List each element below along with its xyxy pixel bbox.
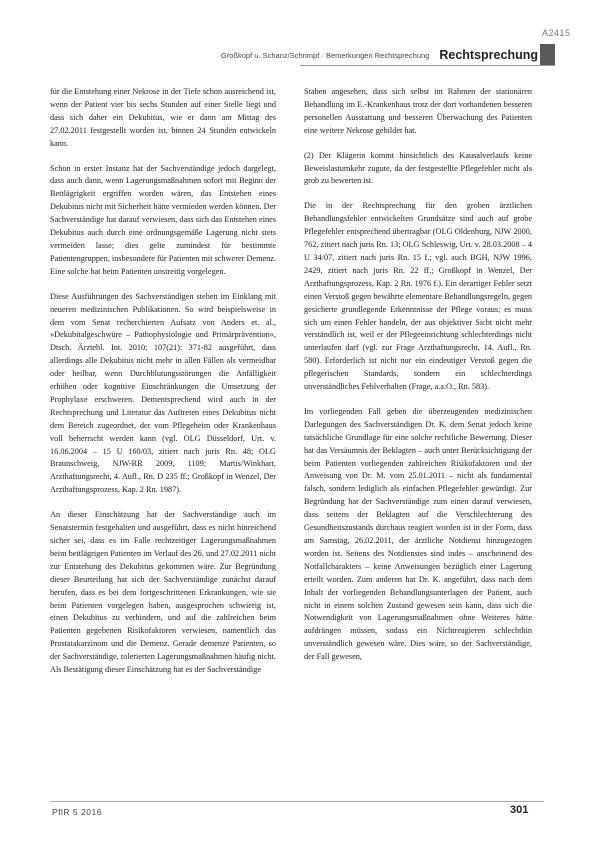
page-number: 301	[510, 804, 529, 816]
footer-rule	[50, 801, 544, 802]
running-header	[220, 44, 538, 62]
header-marker: A2415	[542, 28, 571, 38]
left-column	[50, 86, 276, 677]
paragraph: Diese Ausführungen des Sachverständigen stehen im Einklang mit neueren medizinischen Publikationen. So wird beispielsweise in dem vom Senat recherchierten Aufsatz von Anders et. al., »Dekubitalgeschwüre – Pathophysiologie und Primärprävention«, Dtsch. Ärztebl. Int. 2010; 107(21): 371-82 ausgeführt, dass allerdings alle Dekubitus nicht mehr in allen Fällen als vermeidbar oder heilbar, wenn Durchblutungsstörungen die Anfälligkeit erhöhen oder kognitive Einschränkungen die Umsetzung der Prophylaxe erschweren. Dementsprechend wird auch in der Rechtsprechung und Literatur das Auftreten eines Dekubitus nicht dem Bereich zugeordnet, der vom Pflegeheim oder Krankenhaus voll beherrscht werden kann (vgl. OLG Düsseldorf, Urt. v. 16.06.2004 – 15 U 160/03, zitiert nach juris Rn. 48; OLG Braunschweig, NJW-RR 2009, 1109; Martis/Winkhart, Arzthaftungsrecht, 4. Aufl., Rn. D 235 ff.; Großkopf in Wenzel, Der Arzthaftungsprozess, Kap. 2 Rn. 1987).	[50, 291, 276, 495]
header-section-tab	[540, 44, 555, 65]
paragraph: Schon in erster Instanz hat der Sachverständige jedoch dargelegt, dass auch dann, wenn Lagerungsmaßnahmen sofort mit Beginn der Bettlägrigkeit ergriffen worden wären, das Entstehen eines Dekubitus nicht mit Sicherheit hätte vermieden werden können. Der Sachverständige hat darauf verwiesen, dass sich das Entstehen eines Dekubitus auch durch eine ordnungsgemäße Lagerung nicht stets vermeiden lasse; dies gelte zumindest für bestimmte Patientengruppen, insbesondere für Patienten mit schwerer Demenz. Eine solche hat beim Patienten unstreitig vorgelegen.	[50, 163, 276, 276]
paragraph: An dieser Einschätzung hat der Sachverständige auch im Senatstermin festgehalten und ausgeführt, dass es nicht hinreichend sicher sei, dass es im Falle rechtzeitiger Lagerungsmaßnahmen beim bettlägrigen Patienten im Verlauf des 26. und 27.02.2011 nicht zur Entstehung des Dekubitus gekommen wäre. Zur Begründung dieser Beurteilung hat sich der Sachverständige zunächst darauf berufen, dass es bei dem fortgeschrittenen Erkrankungen, wie sie beim Patienten vorgelegen haben, ausgesprochen schwierig ist, einen Dekubitus zu verhindern, und auf die zahlreichen beim Patienten gegebenen Risikofaktoren verwiesen, namentlich das Prostatakarzinom und die Demenz. Gerade demenze Patienten, so der Sachverständige, tolerierten Lagerungsmaßnahmen häufig nicht. Als Bestätigung dieser Einschätzung hat es der Sachverständige	[50, 510, 276, 675]
paragraph: Staben angesehen, dass sich selbst im Rahmen der stationären Behandlung im E.-Krankenhaus trotz der dort vorhandenen besseren personellen Ausstattung und besseren Überwachung des Patienten eine weitere Nekrose gebildet hat.	[304, 87, 532, 135]
footer-journal: PflR 5 2016	[52, 807, 102, 817]
header-rule	[300, 65, 555, 66]
paragraph: (2) Der Klägerin kommt hinsichtlich des Kausalverlaufs keine Beweislastumkehr zugute, da der festgestellte Pflegefehler nicht als grob zu bewerten ist.	[304, 150, 532, 186]
right-column	[304, 86, 532, 664]
paragraph: Im vorliegenden Fall geben die überzeugenden medizinischen Darlegungen des Sachverständigen Dr. K. dem Senat jedoch keine tatsächliche Grundlage für eine solche rechtliche Bewertung. Dieser hat das Versäumnis der Beklagten – auch unter Berücksichtigung der beim Patienten vorliegenden zahlreichen Risikofaktoren und der Anweisung von Dr. M. vom 25.01.2011 – nicht als fundamental falsch, sondern lediglich als einfachen Pflegefehler gewürdigt. Zur Begründung hat der Sachverständige zum einen darauf verwiesen, dass seitens der Beklagten auf die Verschlechterung des Gesundheitszustands durchaus reagiert worden ist in der Form, dass am Samstag, 26.02.2011, der ärztliche Notdienst hinzugezogen worden ist. Seitens des Notdienstes sind indes – anscheinend des Notfallcharakters – keine Anweisungen bezüglich einer Lagerung erteilt worden. Zum anderen hat Dr. K. angeführt, dass nach dem Inhalt der vorliegenden Behandlungsunterlagen der Patient, auch nicht in einem solchen Zustand gewesen sein kann, dass sich die Notwendigkeit von Lagerungsmaßnahmen ohne Weiteres hätte aufdrängen müssen, sodass ein Nichtreagieren schlechthin unverständlich gewesen wäre. Dies wäre, so der Sachverständige, der Fall gewesen,	[304, 406, 532, 662]
paragraph: für die Entstehung einer Nekrose in der Tiefe schon ausreichend ist, wenn der Patient vier bis sechs Stunden auf einer Stelle liegt und dass sich daher ein Dekubitus, wie er dann am Mittag des 27.02.2011 festgestellt worden ist, binnen 24 Stunden entwickeln kann.	[50, 87, 276, 148]
header-section-title: Rechtsprechung	[439, 48, 538, 62]
paragraph: Die in der Rechtsprechung für den groben ärztlichen Behandlungsfehler entwickelten Grundsätze sind auch auf grobe Pflegefehler entsprechend übertragbar (OLG Oldenburg, NJW 2000, 762, zitiert nach juris Rn. 13; OLG Schleswig, Urt. v. 28.03.2008 – 4 U 34/07, zitiert nach juris Rn. 15 f.; vgl. auch BGH, NJW 1996, 2429, zitiert nach juris Rn. 22 ff.; Großkopf in Wenzel, Der Arzthaftungsprozess, Kap. 2 Rn. 1976 f.). Ein derartiger Fehler setzt einen Verstoß gegen bewährte elementare Behandlungsregeln, gegen gesicherte grundlegende Erkenntnisse der Pflege voraus; es muss sich um einen Fehler handeln, der aus objektiver Sicht nicht mehr verständlich ist, weil er der Pflegeeinrichtung schlechterdings nicht unterlaufen darf (vgl. zur Frage Arzthaftungsrecht, 14. Aufl., Rn. 580). Erforderlich ist nicht nur ein eindeutiger Verstoß gegen die pflegerischen Standards, sondern ein schlechterdings unverständliches Fehlverhalten (Frage, a.a.O., Rn. 583).	[304, 201, 532, 392]
header-authors: Großkopf u. Schanz/Schrimpf · Bemerkungen Rechtsprechung	[220, 51, 430, 60]
